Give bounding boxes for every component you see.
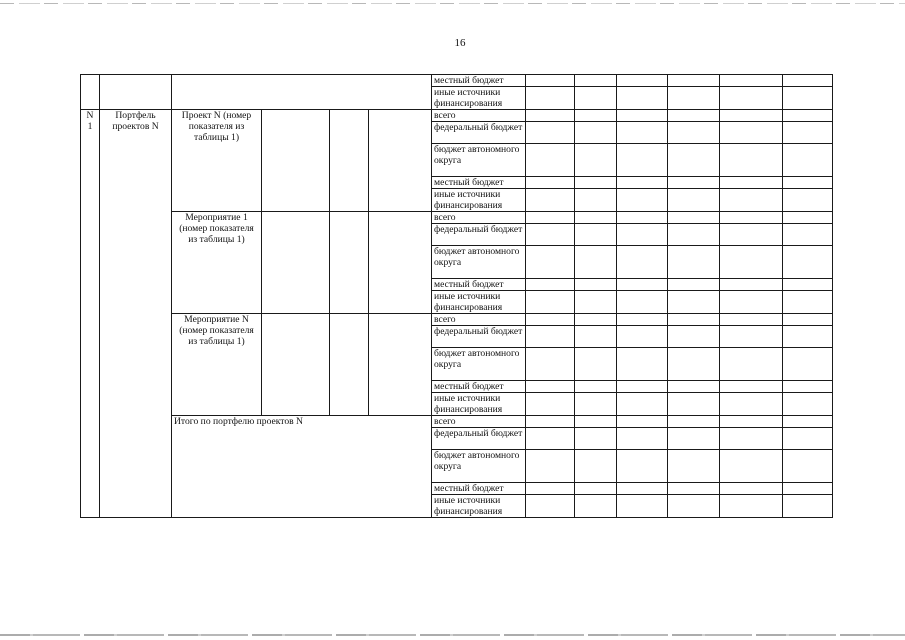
amount-cell bbox=[575, 75, 617, 87]
amount-cell bbox=[720, 495, 783, 518]
amount-cell bbox=[575, 326, 617, 348]
amount-cell bbox=[720, 87, 783, 110]
portfolio-name-prev bbox=[100, 75, 172, 110]
funding-source-label: иные источники финансирования bbox=[432, 495, 526, 518]
amount-cell bbox=[783, 495, 833, 518]
status-cell bbox=[369, 314, 432, 416]
amount-cell bbox=[526, 75, 575, 87]
amount-cell bbox=[526, 483, 575, 495]
amount-cell bbox=[668, 110, 720, 122]
amount-cell bbox=[668, 348, 720, 381]
amount-cell bbox=[668, 87, 720, 110]
amount-cell bbox=[575, 291, 617, 314]
amount-cell bbox=[783, 393, 833, 416]
amount-cell bbox=[526, 279, 575, 291]
amount-cell bbox=[668, 291, 720, 314]
amount-cell bbox=[783, 314, 833, 326]
scan-edge-top bbox=[0, 3, 905, 4]
term-cell bbox=[330, 314, 369, 416]
amount-cell bbox=[526, 416, 575, 428]
amount-cell bbox=[617, 416, 668, 428]
funding-source-label: местный бюджет bbox=[432, 75, 526, 87]
amount-cell bbox=[617, 246, 668, 279]
scan-edge-bottom bbox=[0, 634, 905, 636]
amount-cell bbox=[617, 291, 668, 314]
amount-cell bbox=[720, 122, 783, 144]
amount-cell bbox=[526, 177, 575, 189]
amount-cell bbox=[668, 189, 720, 212]
amount-cell bbox=[783, 450, 833, 483]
funding-source-label: иные источники финансирования bbox=[432, 87, 526, 110]
amount-cell bbox=[720, 483, 783, 495]
table-row bbox=[81, 110, 833, 122]
amount-cell bbox=[526, 428, 575, 450]
responsible-cell bbox=[262, 314, 330, 416]
amount-cell bbox=[720, 110, 783, 122]
amount-cell bbox=[617, 177, 668, 189]
amount-cell bbox=[575, 122, 617, 144]
amount-cell bbox=[575, 246, 617, 279]
funding-source-label: всего bbox=[432, 416, 526, 428]
amount-cell bbox=[575, 495, 617, 518]
amount-cell bbox=[783, 428, 833, 450]
amount-cell bbox=[720, 291, 783, 314]
amount-cell bbox=[575, 416, 617, 428]
amount-cell bbox=[720, 381, 783, 393]
funding-source-label: бюджет автономного округа bbox=[432, 144, 526, 177]
term-cell bbox=[330, 212, 369, 314]
project-block-prev bbox=[172, 75, 432, 110]
amount-cell bbox=[575, 428, 617, 450]
funding-source-label: иные источники финансирования bbox=[432, 393, 526, 416]
funding-source-label: иные источники финансирования bbox=[432, 291, 526, 314]
responsible-cell bbox=[262, 212, 330, 314]
amount-cell bbox=[526, 122, 575, 144]
amount-cell bbox=[668, 326, 720, 348]
table-row bbox=[81, 75, 833, 87]
amount-cell bbox=[575, 450, 617, 483]
amount-cell bbox=[575, 224, 617, 246]
total-portfolio-label: Итого по портфелю проектов N bbox=[172, 416, 432, 518]
amount-cell bbox=[720, 224, 783, 246]
amount-cell bbox=[783, 212, 833, 224]
amount-cell bbox=[526, 495, 575, 518]
amount-cell bbox=[617, 393, 668, 416]
amount-cell bbox=[783, 75, 833, 87]
amount-cell bbox=[720, 144, 783, 177]
amount-cell bbox=[617, 314, 668, 326]
activity-n-name: Мероприятие N (номер показателя из таблицы 1) bbox=[172, 314, 262, 416]
amount-cell bbox=[668, 381, 720, 393]
portfolio-name: Портфель проектов N bbox=[100, 110, 172, 518]
amount-cell bbox=[720, 326, 783, 348]
amount-cell bbox=[720, 416, 783, 428]
amount-cell bbox=[526, 314, 575, 326]
amount-cell bbox=[668, 177, 720, 189]
amount-cell bbox=[526, 110, 575, 122]
term-cell bbox=[330, 110, 369, 212]
amount-cell bbox=[783, 279, 833, 291]
status-cell bbox=[369, 212, 432, 314]
amount-cell bbox=[783, 224, 833, 246]
portfolio-number-prev bbox=[81, 75, 100, 110]
amount-cell bbox=[575, 483, 617, 495]
amount-cell bbox=[668, 416, 720, 428]
amount-cell bbox=[575, 110, 617, 122]
amount-cell bbox=[617, 122, 668, 144]
funding-source-label: местный бюджет bbox=[432, 177, 526, 189]
portfolio-number: N 1 bbox=[81, 110, 100, 518]
funding-source-label: бюджет автономного округа bbox=[432, 348, 526, 381]
amount-cell bbox=[575, 393, 617, 416]
amount-cell bbox=[526, 224, 575, 246]
amount-cell bbox=[783, 483, 833, 495]
amount-cell bbox=[668, 75, 720, 87]
amount-cell bbox=[617, 110, 668, 122]
amount-cell bbox=[526, 87, 575, 110]
amount-cell bbox=[526, 326, 575, 348]
funding-source-label: федеральный бюджет bbox=[432, 428, 526, 450]
amount-cell bbox=[783, 144, 833, 177]
amount-cell bbox=[526, 189, 575, 212]
amount-cell bbox=[575, 212, 617, 224]
amount-cell bbox=[720, 428, 783, 450]
amount-cell bbox=[526, 348, 575, 381]
amount-cell bbox=[668, 450, 720, 483]
amount-cell bbox=[575, 87, 617, 110]
amount-cell bbox=[720, 393, 783, 416]
amount-cell bbox=[720, 189, 783, 212]
amount-cell bbox=[720, 75, 783, 87]
table-row bbox=[81, 416, 833, 428]
amount-cell bbox=[617, 495, 668, 518]
funding-source-label: федеральный бюджет bbox=[432, 224, 526, 246]
activity-1-name: Мероприятие 1 (номер показателя из таблицы 1) bbox=[172, 212, 262, 314]
amount-cell bbox=[720, 212, 783, 224]
amount-cell bbox=[575, 189, 617, 212]
amount-cell bbox=[668, 122, 720, 144]
amount-cell bbox=[783, 122, 833, 144]
funding-source-label: всего bbox=[432, 110, 526, 122]
amount-cell bbox=[617, 279, 668, 291]
amount-cell bbox=[720, 348, 783, 381]
amount-cell bbox=[783, 87, 833, 110]
amount-cell bbox=[575, 144, 617, 177]
amount-cell bbox=[617, 450, 668, 483]
amount-cell bbox=[575, 177, 617, 189]
funding-source-label: местный бюджет bbox=[432, 279, 526, 291]
funding-source-label: всего bbox=[432, 212, 526, 224]
amount-cell bbox=[720, 450, 783, 483]
amount-cell bbox=[526, 381, 575, 393]
amount-cell bbox=[617, 381, 668, 393]
amount-cell bbox=[617, 75, 668, 87]
amount-cell bbox=[617, 348, 668, 381]
table-row bbox=[81, 212, 833, 224]
amount-cell bbox=[526, 246, 575, 279]
amount-cell bbox=[575, 279, 617, 291]
amount-cell bbox=[668, 279, 720, 291]
amount-cell bbox=[617, 483, 668, 495]
funding-source-label: бюджет автономного округа bbox=[432, 246, 526, 279]
table-row bbox=[81, 314, 833, 326]
funding-source-label: местный бюджет bbox=[432, 483, 526, 495]
funding-source-label: местный бюджет bbox=[432, 381, 526, 393]
amount-cell bbox=[575, 314, 617, 326]
amount-cell bbox=[617, 212, 668, 224]
amount-cell bbox=[617, 428, 668, 450]
responsible-cell bbox=[262, 110, 330, 212]
amount-cell bbox=[668, 224, 720, 246]
amount-cell bbox=[575, 348, 617, 381]
amount-cell bbox=[617, 87, 668, 110]
amount-cell bbox=[783, 416, 833, 428]
amount-cell bbox=[783, 189, 833, 212]
funding-source-label: иные источники финансирования bbox=[432, 189, 526, 212]
amount-cell bbox=[783, 348, 833, 381]
amount-cell bbox=[783, 381, 833, 393]
amount-cell bbox=[720, 177, 783, 189]
amount-cell bbox=[617, 189, 668, 212]
amount-cell bbox=[783, 246, 833, 279]
amount-cell bbox=[526, 393, 575, 416]
funding-source-label: всего bbox=[432, 314, 526, 326]
amount-cell bbox=[668, 495, 720, 518]
amount-cell bbox=[617, 224, 668, 246]
funding-source-label: федеральный бюджет bbox=[432, 122, 526, 144]
amount-cell bbox=[526, 291, 575, 314]
amount-cell bbox=[668, 393, 720, 416]
amount-cell bbox=[668, 428, 720, 450]
page-number: 16 bbox=[454, 37, 466, 49]
amount-cell bbox=[720, 314, 783, 326]
funding-source-label: федеральный бюджет bbox=[432, 326, 526, 348]
amount-cell bbox=[783, 110, 833, 122]
amount-cell bbox=[783, 326, 833, 348]
funding-source-label: бюджет автономного округа bbox=[432, 450, 526, 483]
amount-cell bbox=[526, 212, 575, 224]
amount-cell bbox=[617, 326, 668, 348]
amount-cell bbox=[668, 483, 720, 495]
amount-cell bbox=[668, 212, 720, 224]
amount-cell bbox=[526, 450, 575, 483]
amount-cell bbox=[720, 279, 783, 291]
amount-cell bbox=[783, 291, 833, 314]
amount-cell bbox=[720, 246, 783, 279]
amount-cell bbox=[526, 144, 575, 177]
amount-cell bbox=[617, 144, 668, 177]
amount-cell bbox=[668, 144, 720, 177]
amount-cell bbox=[783, 177, 833, 189]
amount-cell bbox=[668, 314, 720, 326]
project-name: Проект N (номер показателя из таблицы 1) bbox=[172, 110, 262, 212]
status-cell bbox=[369, 110, 432, 212]
financing-table bbox=[80, 74, 833, 518]
amount-cell bbox=[668, 246, 720, 279]
amount-cell bbox=[575, 381, 617, 393]
